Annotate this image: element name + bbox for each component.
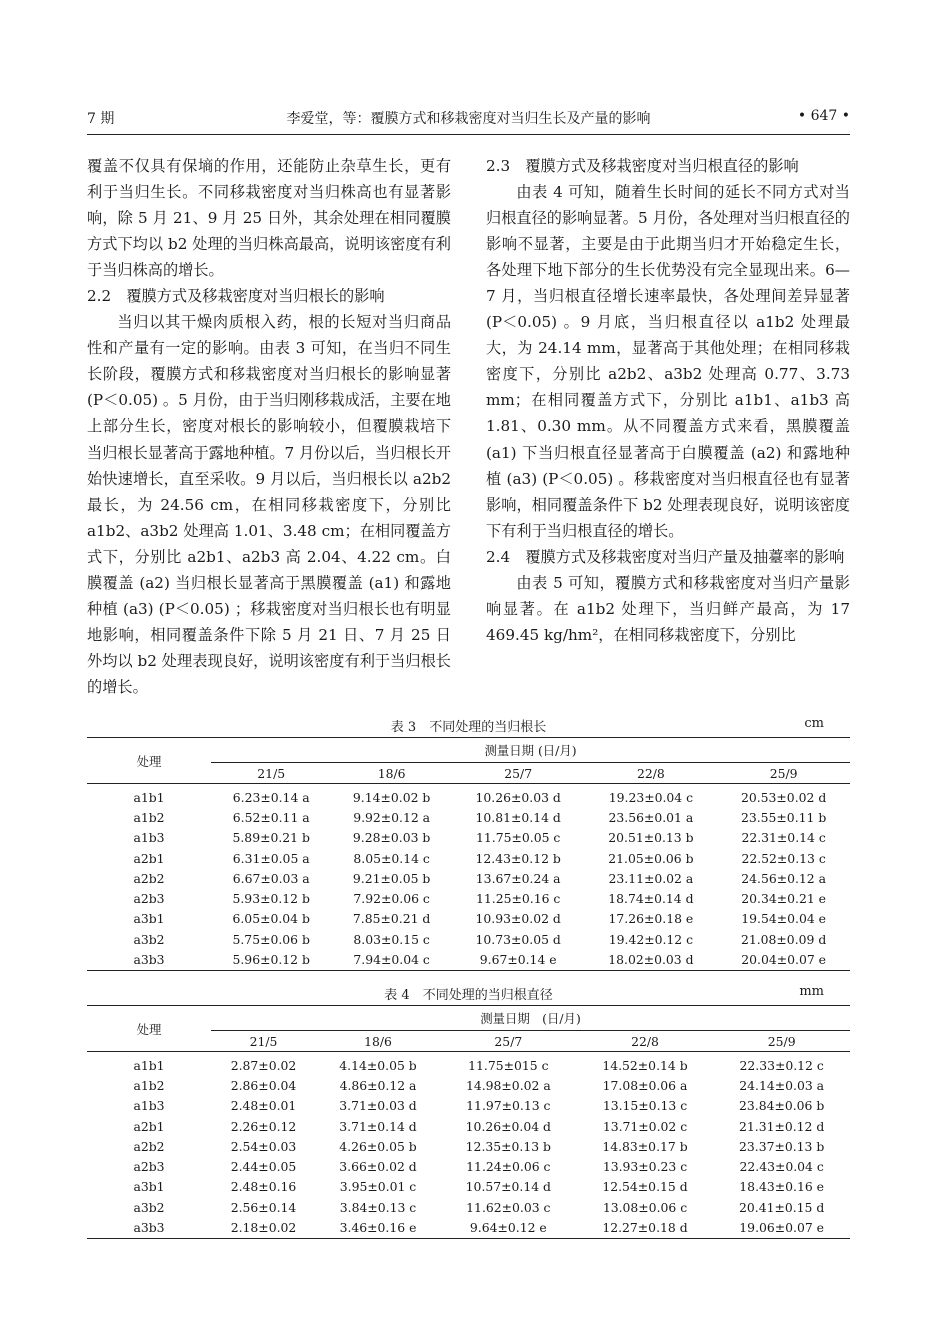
- value-cell: 7.92±0.06 c: [353, 891, 430, 907]
- value-cell: 6.05±0.04 b: [232, 911, 310, 927]
- value-cell: 18.74±0.14 d: [608, 891, 694, 907]
- value-cell: 9.21±0.05 b: [352, 870, 431, 886]
- value-cell: 11.75±0.05 c: [476, 830, 561, 846]
- column-header: 25/9: [717, 763, 850, 784]
- value-cell: 6.23±0.14 a: [232, 789, 310, 805]
- right-column: [486, 153, 850, 648]
- table-row: [87, 909, 850, 929]
- table-row: [87, 1116, 850, 1136]
- value-cell: 11.75±015 c: [468, 1057, 549, 1073]
- page-number: • 647 •: [797, 108, 850, 124]
- treatment-cell: a2b3: [133, 1159, 165, 1175]
- value-cell: 2.86±0.04: [230, 1077, 297, 1093]
- value-cell: 9.92±0.12 a: [353, 809, 431, 825]
- value-cell: 9.67±0.14 e: [479, 952, 557, 968]
- value-cell: 20.34±0.21 e: [741, 891, 826, 907]
- value-cell: 3.95±0.01 c: [339, 1179, 417, 1195]
- value-cell: 10.73±0.05 d: [475, 931, 561, 947]
- value-cell: 10.26±0.04 d: [465, 1118, 551, 1134]
- column-header: 25/7: [452, 763, 585, 784]
- table-row: [87, 848, 850, 868]
- value-cell: 5.96±0.12 b: [232, 952, 310, 968]
- value-cell: 2.56±0.14: [230, 1199, 297, 1215]
- treatment-cell: a1b3: [133, 1098, 165, 1114]
- value-cell: 3.84±0.13 c: [339, 1199, 417, 1215]
- value-cell: 11.97±0.13 c: [466, 1098, 551, 1114]
- treatment-cell: a1b2: [133, 1077, 165, 1093]
- value-cell: 19.23±0.04 c: [608, 789, 694, 805]
- treatment-cell: a2b3: [133, 891, 165, 907]
- treatment-cell: a3b3: [133, 952, 165, 968]
- table4-unit: mm: [799, 984, 824, 999]
- left-column: [87, 153, 451, 700]
- issue-number: 7 期: [87, 111, 115, 127]
- value-cell: 10.81±0.14 d: [475, 809, 561, 825]
- value-cell: 6.67±0.03 a: [232, 870, 310, 886]
- treatment-cell: a3b2: [133, 1199, 165, 1215]
- table3: [87, 737, 850, 971]
- table-row: [87, 868, 850, 888]
- group-header: 测量日期 (日/月): [211, 738, 850, 763]
- value-cell: 3.46±0.16 e: [339, 1220, 417, 1236]
- section-heading-2-3: 2.3 覆膜方式及移栽密度对当归根直径的影响: [486, 157, 799, 175]
- value-cell: 20.53±0.02 d: [740, 789, 827, 805]
- value-cell: 8.03±0.15 c: [353, 931, 430, 947]
- value-cell: 3.71±0.14 d: [339, 1118, 417, 1134]
- value-cell: 8.05±0.14 c: [353, 850, 430, 866]
- value-cell: 24.56±0.12 a: [741, 870, 827, 886]
- value-cell: 12.27±0.18 d: [602, 1220, 688, 1236]
- treatment-cell: a2b2: [133, 870, 165, 886]
- value-cell: 13.67±0.24 a: [475, 870, 561, 886]
- value-cell: 9.28±0.03 b: [352, 830, 431, 846]
- treatment-cell: a3b2: [133, 931, 165, 947]
- value-cell: 19.54±0.04 e: [741, 911, 826, 927]
- value-cell: 18.02±0.03 d: [608, 952, 694, 968]
- table-row: [87, 1177, 850, 1197]
- table-row: [87, 828, 850, 848]
- value-cell: 5.93±0.12 b: [232, 891, 310, 907]
- value-cell: 2.48±0.01: [230, 1098, 297, 1114]
- value-cell: 14.83±0.17 b: [602, 1138, 688, 1154]
- paragraph-root-length: 当归以其干燥肉质根入药，根的长短对当归商品性和产量有一定的影响。由表 3 可知，在当归不同生长阶段，覆膜方式和移栽密度对当归根长的影响显著 (P＜0.05) 。5 月份，由于当归刚移栽成活，主要在地上部分生长，密度对根长的影响较小，但覆膜栽培下当归根长显著高于露地种植。7 月份以后，当归根长开始快速增长，直至采收。9 月以后，当归根长以 a2b2 最长，为 24.56 cm，在相同移栽密度下，分别比 a1b2、a3b2 处理高 1.01、3.48 cm；在相同覆盖方式下，分别比 a2b1、a2b3 高 2.04、4.22 cm。白膜覆盖 (a2) 当归根长显著高于黑膜覆盖 (a1) 和露地种植 (a3) (P＜0.05) ；移栽密度对当归根长也有明显地影响，相同覆盖条件下除 5 月 21 日、7 月 25 日外均以 b2 处理表现良好，说明该密度有利于当归根长的增长。: [87, 313, 451, 696]
- value-cell: 5.89±0.21 b: [232, 830, 310, 846]
- value-cell: 12.43±0.12 b: [475, 850, 561, 866]
- treatment-cell: a1b1: [133, 1057, 165, 1073]
- value-cell: 2.44±0.05: [230, 1159, 297, 1175]
- value-cell: 17.08±0.06 a: [602, 1077, 688, 1093]
- value-cell: 21.31±0.12 d: [739, 1118, 825, 1134]
- running-header: [87, 108, 850, 132]
- table-row: [87, 784, 850, 808]
- paragraph-yield: 由表 5 可知，覆膜方式和移栽密度对当归产量影响显著。在 a1b2 处理下，当归鲜产最高，为 17 469.45 kg/hm²，在相同移栽密度下，分别比: [486, 573, 850, 644]
- value-cell: 3.66±0.02 d: [339, 1159, 417, 1175]
- column-header: 18/6: [316, 1031, 440, 1052]
- value-cell: 2.48±0.16: [230, 1179, 297, 1195]
- paragraph-root-diameter: 由表 4 可知，随着生长时间的延长不同方式对当归根直径的影响显著。5 月份，各处理对当归根直径的影响不显著，主要是由于此期当归才开始稳定生长，各处理下地下部分的生长优势没有完全显现出来。6—7 月，当归根直径增长速率最快，各处理间差异显著 (P＜0.05) 。9 月底，当归根直径以 a1b2 处理最大，为 24.14 mm，显著高于其他处理；在相同移栽密度下，分别比 a2b2、a3b2 处理高 0.77、3.73 mm；在相同覆盖方式下，分别比 a1b1、a1b3 高 1.81、0.30 mm。从不同覆盖方式来看，黑膜覆盖 (a1) 下当归根直径显著高于白膜覆盖 (a2) 和露地种植 (a3) (P＜0.05) 。移栽密度对当归根直径也有显著影响，相同覆盖条件下 b2 处理表现良好，说明该密度下有利于当归根直径的增长。: [486, 183, 850, 540]
- treatment-cell: a1b3: [133, 830, 165, 846]
- treatment-cell: a1b2: [133, 809, 165, 825]
- table4-caption: [87, 984, 850, 1004]
- table-row: [87, 1197, 850, 1217]
- column-header: 18/6: [331, 763, 451, 784]
- value-cell: 13.93±0.23 c: [602, 1159, 688, 1175]
- value-cell: 12.35±0.13 b: [465, 1138, 551, 1154]
- table-row: [87, 929, 850, 949]
- value-cell: 23.55±0.11 b: [740, 809, 827, 825]
- table3-unit: cm: [804, 716, 824, 731]
- value-cell: 10.57±0.14 d: [465, 1179, 551, 1195]
- value-cell: 2.54±0.03: [230, 1138, 297, 1154]
- value-cell: 5.75±0.06 b: [232, 931, 310, 947]
- header-rule: [87, 134, 850, 135]
- value-cell: 6.52±0.11 a: [232, 809, 310, 825]
- value-cell: 14.52±0.14 b: [602, 1057, 688, 1073]
- table-row: [87, 1075, 850, 1095]
- value-cell: 13.08±0.06 c: [602, 1199, 688, 1215]
- value-cell: 22.33±0.12 c: [739, 1057, 824, 1073]
- row-header: 处理: [87, 738, 211, 784]
- paragraph-continuation: 覆盖不仅具有保墒的作用，还能防止杂草生长，更有利于当归生长。不同移栽密度对当归株高也有显著影响，除 5 月 21、9 月 25 日外，其余处理在相同覆膜方式下均以 b2 处理的当归株高最高，说明该密度有利于当归株高的增长。: [87, 157, 451, 280]
- table-row: [87, 888, 850, 908]
- table-row: [87, 1156, 850, 1176]
- treatment-cell: a3b1: [133, 1179, 165, 1195]
- section-heading-2-4: 2.4 覆膜方式及移栽密度对当归产量及抽薹率的影响: [486, 547, 845, 566]
- value-cell: 22.43±0.04 c: [739, 1159, 824, 1175]
- table-row: [87, 1217, 850, 1238]
- table3-caption: [87, 716, 850, 736]
- value-cell: 11.62±0.03 c: [466, 1199, 551, 1215]
- treatment-cell: a3b3: [133, 1220, 165, 1236]
- value-cell: 7.94±0.04 c: [353, 952, 430, 968]
- value-cell: 4.86±0.12 a: [339, 1077, 417, 1093]
- table3-body: [87, 784, 850, 971]
- value-cell: 11.24±0.06 c: [466, 1159, 551, 1175]
- value-cell: 2.87±0.02: [230, 1057, 297, 1073]
- value-cell: 10.26±0.03 d: [475, 789, 561, 805]
- treatment-cell: a2b1: [133, 1118, 165, 1134]
- table4-body: [87, 1052, 850, 1239]
- value-cell: 23.84±0.06 b: [739, 1098, 825, 1114]
- running-title: 李爱堂，等：覆膜方式和移栽密度对当归生长及产量的影响: [286, 111, 651, 127]
- treatment-cell: a2b2: [133, 1138, 165, 1154]
- value-cell: 21.05±0.06 b: [608, 850, 694, 866]
- value-cell: 19.42±0.12 c: [608, 931, 694, 947]
- table4: [87, 1005, 850, 1239]
- value-cell: 23.11±0.02 a: [608, 870, 694, 886]
- table-row: [87, 1136, 850, 1156]
- value-cell: 10.93±0.02 d: [475, 911, 561, 927]
- value-cell: 4.26±0.05 b: [339, 1138, 417, 1154]
- column-header: 22/8: [577, 1031, 714, 1052]
- table-row: [87, 1052, 850, 1076]
- value-cell: 19.06±0.07 e: [739, 1220, 825, 1236]
- value-cell: 6.31±0.05 a: [232, 850, 310, 866]
- value-cell: 22.31±0.14 c: [741, 830, 826, 846]
- column-header: 25/9: [713, 1031, 850, 1052]
- table-row: [87, 949, 850, 970]
- value-cell: 11.25±0.16 c: [476, 891, 561, 907]
- value-cell: 9.64±0.12 e: [469, 1220, 547, 1236]
- section-heading-2-2: 2.2 覆膜方式及移栽密度对当归根长的影响: [87, 287, 385, 306]
- row-header: 处理: [87, 1006, 211, 1052]
- value-cell: 4.14±0.05 b: [339, 1057, 417, 1073]
- value-cell: 7.85±0.21 d: [352, 911, 431, 927]
- value-cell: 13.71±0.02 c: [602, 1118, 688, 1134]
- value-cell: 23.37±0.13 b: [739, 1138, 825, 1154]
- value-cell: 23.56±0.01 a: [608, 809, 694, 825]
- value-cell: 3.71±0.03 d: [339, 1098, 417, 1114]
- treatment-cell: a3b1: [133, 911, 165, 927]
- group-header: 测量日期 (日/月): [211, 1006, 850, 1031]
- column-header: 21/5: [211, 1031, 316, 1052]
- value-cell: 20.51±0.13 b: [608, 830, 694, 846]
- value-cell: 17.26±0.18 e: [608, 911, 694, 927]
- table4-title: 表 4 不同处理的当归根直径: [384, 988, 553, 1003]
- treatment-cell: a1b1: [133, 789, 165, 805]
- table-row: [87, 1096, 850, 1116]
- value-cell: 9.14±0.02 b: [352, 789, 431, 805]
- value-cell: 22.52±0.13 c: [741, 850, 826, 866]
- value-cell: 2.18±0.02: [230, 1220, 297, 1236]
- value-cell: 2.26±0.12: [230, 1118, 297, 1134]
- value-cell: 14.98±0.02 a: [465, 1077, 551, 1093]
- treatment-cell: a2b1: [133, 850, 165, 866]
- value-cell: 18.43±0.16 e: [739, 1179, 825, 1195]
- value-cell: 24.14±0.03 a: [739, 1077, 825, 1093]
- column-header: 25/7: [440, 1031, 577, 1052]
- table-row: [87, 807, 850, 827]
- value-cell: 20.04±0.07 e: [741, 952, 826, 968]
- column-header: 21/5: [211, 763, 331, 784]
- value-cell: 20.41±0.15 d: [739, 1199, 825, 1215]
- value-cell: 12.54±0.15 d: [602, 1179, 688, 1195]
- table3-title: 表 3 不同处理的当归根长: [390, 720, 547, 735]
- value-cell: 21.08±0.09 d: [740, 931, 827, 947]
- value-cell: 13.15±0.13 c: [602, 1098, 688, 1114]
- column-header: 22/8: [585, 763, 718, 784]
